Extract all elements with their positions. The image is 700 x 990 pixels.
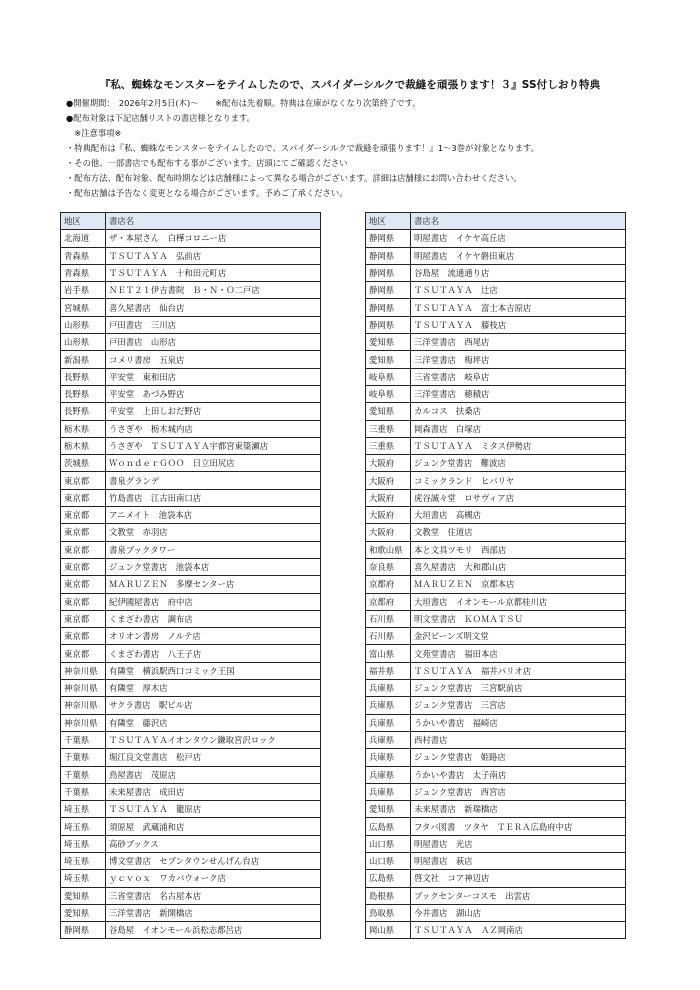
- region-cell: 静岡県: [61, 922, 106, 939]
- region-cell: 青森県: [61, 264, 106, 281]
- header-region: 地区: [61, 213, 106, 230]
- region-cell: 東京都: [61, 576, 106, 593]
- table-row: [61, 420, 321, 437]
- note-line: ・配布方法、配布対象、配布時期などは店舗様によって異なる場合がございます。詳細は店舗様にお問い合わせください。: [66, 173, 522, 183]
- table-row: [61, 437, 321, 454]
- region-cell: 和歌山県: [366, 541, 411, 558]
- store-cell: アニメイト 池袋本店: [106, 507, 321, 524]
- table-row: [366, 697, 626, 714]
- table-row: [61, 714, 321, 731]
- store-cell: 鳥屋書店 茂原店: [106, 766, 321, 783]
- store-cell: ＴＳＵＴＡＹＡ ＡＺ岡南店: [411, 922, 626, 939]
- region-cell: 埼玉県: [61, 835, 106, 852]
- region-cell: 大阪府: [366, 489, 411, 506]
- region-cell: 栃木県: [61, 437, 106, 454]
- store-cell: ＴＳＵＴＡＹＡ 福井パリオ店: [411, 662, 626, 679]
- region-cell: 千葉県: [61, 766, 106, 783]
- table-row: [366, 766, 626, 783]
- store-cell: 竹島書店 江古田南口店: [106, 489, 321, 506]
- header-store: 書店名: [411, 213, 626, 230]
- store-cell: 西村書店: [411, 731, 626, 748]
- table-row: [366, 385, 626, 402]
- table-row: [61, 264, 321, 281]
- store-cell: 戸田書店 山形店: [106, 334, 321, 351]
- store-cell: 岡森書店 白塚店: [411, 420, 626, 437]
- store-cell: 明文堂書店 ＫＯＭＡＴＳＵ: [411, 610, 626, 627]
- region-cell: 島根県: [366, 887, 411, 904]
- table-row: [366, 714, 626, 731]
- store-cell: うかいや書店 福崎店: [411, 714, 626, 731]
- region-cell: 大阪府: [366, 472, 411, 489]
- table-row: [61, 904, 321, 921]
- table-row: [366, 351, 626, 368]
- store-cell: 明屋書店 イケヤ高丘店: [411, 230, 626, 247]
- table-row: [61, 766, 321, 783]
- table-row: [61, 731, 321, 748]
- table-row: [61, 472, 321, 489]
- store-cell: 喜久屋書店 大和郡山店: [411, 558, 626, 575]
- table-row: [61, 697, 321, 714]
- store-cell: ＭＡＲＵＺＥＮ 多摩センター店: [106, 576, 321, 593]
- region-cell: 山口県: [366, 852, 411, 869]
- table-row: [61, 334, 321, 351]
- region-cell: 埼玉県: [61, 852, 106, 869]
- store-cell: 平安堂 上田しおだ野店: [106, 403, 321, 420]
- table-row: [61, 507, 321, 524]
- store-cell: ＴＳＵＴＡＹＡ 富士本吉原店: [411, 299, 626, 316]
- store-cell: ジュンク堂書店 池袋本店: [106, 558, 321, 575]
- region-cell: 宮城県: [61, 299, 106, 316]
- store-cell: 三洋堂書店 西尾店: [411, 334, 626, 351]
- table-row: [61, 385, 321, 402]
- region-cell: 長野県: [61, 368, 106, 385]
- table-row: [366, 922, 626, 939]
- region-cell: 長野県: [61, 385, 106, 402]
- store-cell: うさぎや ＴＳＵＴＡＹＡ宇都宮東簗瀬店: [106, 437, 321, 454]
- region-cell: 大阪府: [366, 507, 411, 524]
- region-cell: 兵庫県: [366, 680, 411, 697]
- store-cell: 明屋書店 光店: [411, 835, 626, 852]
- store-cell: ザ・本屋さん 白樺コロニー店: [106, 230, 321, 247]
- note-line: ・配布店舗は予告なく変更となる場合がございます。予めご了承ください。: [66, 188, 348, 198]
- table-row: [61, 403, 321, 420]
- store-cell: ＴＳＵＴＡＹＡ 辻店: [411, 282, 626, 299]
- region-cell: 北海道: [61, 230, 106, 247]
- table-row: [366, 489, 626, 506]
- store-cell: ＴＳＵＴＡＹＡ ミタス伊勢店: [411, 437, 626, 454]
- store-cell: ＴＳＵＴＡＹＡイオンタウン鎌取宮沢ロック: [106, 731, 321, 748]
- table-row: [366, 731, 626, 748]
- region-cell: 神奈川県: [61, 697, 106, 714]
- store-cell: 三省堂書店 岐阜店: [411, 368, 626, 385]
- store-cell: ｙｃｖｏｘ ワカバウォーク店: [106, 870, 321, 887]
- store-cell: 文苑堂書店 福田本店: [411, 645, 626, 662]
- region-cell: 三重県: [366, 420, 411, 437]
- region-cell: 三重県: [366, 437, 411, 454]
- table-row: [366, 455, 626, 472]
- table-row: [366, 801, 626, 818]
- region-cell: 東京都: [61, 524, 106, 541]
- store-cell: 有隣堂 横浜駅西口コミック王国: [106, 662, 321, 679]
- region-cell: 愛知県: [61, 904, 106, 921]
- store-cell: フタバ図書 ツタヤ ＴＥＲＡ広島府中店: [411, 818, 626, 835]
- store-cell: 平安堂 東和田店: [106, 368, 321, 385]
- table-row: [366, 403, 626, 420]
- store-cell: 堀江良文堂書店 松戸店: [106, 749, 321, 766]
- table-header-row: [61, 213, 321, 230]
- region-cell: 愛知県: [366, 801, 411, 818]
- region-cell: 埼玉県: [61, 801, 106, 818]
- store-table-right: [365, 212, 626, 939]
- store-cell: 須原屋 武蔵浦和店: [106, 818, 321, 835]
- table-row: [366, 420, 626, 437]
- table-row: [366, 680, 626, 697]
- store-cell: 書泉グランデ: [106, 472, 321, 489]
- store-cell: 三省堂書店 名古屋本店: [106, 887, 321, 904]
- table-row: [366, 610, 626, 627]
- store-cell: ジュンク堂書店 難波店: [411, 455, 626, 472]
- table-row: [61, 230, 321, 247]
- store-cell: 明屋書店 イケヤ磐田東店: [411, 247, 626, 264]
- region-cell: 石川県: [366, 610, 411, 627]
- store-cell: ＴＳＵＴＡＹＡ 十和田元町店: [106, 264, 321, 281]
- table-row: [366, 264, 626, 281]
- store-cell: 虎谷誠々堂 ロサヴィア店: [411, 489, 626, 506]
- region-cell: 東京都: [61, 593, 106, 610]
- store-cell: 未来屋書店 新瑞橋店: [411, 801, 626, 818]
- region-cell: 東京都: [61, 507, 106, 524]
- store-cell: ＴＳＵＴＡＹＡ 籠原店: [106, 801, 321, 818]
- table-row: [366, 558, 626, 575]
- region-cell: 東京都: [61, 645, 106, 662]
- region-cell: 愛知県: [61, 887, 106, 904]
- store-cell: 高砂ブックス: [106, 835, 321, 852]
- table-row: [61, 818, 321, 835]
- table-row: [366, 437, 626, 454]
- region-cell: 東京都: [61, 541, 106, 558]
- region-cell: 山口県: [366, 835, 411, 852]
- store-cell: ブックセンターコスモ 出雲店: [411, 887, 626, 904]
- store-cell: 啓文社 コア神辺店: [411, 870, 626, 887]
- region-cell: 山形県: [61, 316, 106, 333]
- region-cell: 富山県: [366, 645, 411, 662]
- store-cell: 大垣書店 イオンモール京都桂川店: [411, 593, 626, 610]
- notes-block: [66, 96, 539, 201]
- region-cell: 岐阜県: [366, 385, 411, 402]
- table-row: [366, 749, 626, 766]
- region-cell: 兵庫県: [366, 697, 411, 714]
- region-cell: 石川県: [366, 628, 411, 645]
- region-cell: 千葉県: [61, 783, 106, 800]
- table-row: [61, 749, 321, 766]
- region-cell: 静岡県: [366, 316, 411, 333]
- store-cell: ＮＥＴ２１伊吉書院 Ｂ・Ｎ・Ｏ二戸店: [106, 282, 321, 299]
- region-cell: 愛知県: [366, 334, 411, 351]
- store-cell: うさぎや 栃木城内店: [106, 420, 321, 437]
- region-cell: 岐阜県: [366, 368, 411, 385]
- table-row: [366, 299, 626, 316]
- region-cell: 神奈川県: [61, 680, 106, 697]
- table-row: [366, 576, 626, 593]
- table-row: [61, 835, 321, 852]
- table-row: [366, 472, 626, 489]
- table-row: [366, 904, 626, 921]
- region-cell: 静岡県: [366, 264, 411, 281]
- table-row: [61, 680, 321, 697]
- store-cell: 大垣書店 高槻店: [411, 507, 626, 524]
- region-cell: 神奈川県: [61, 662, 106, 679]
- table-row: [61, 524, 321, 541]
- region-cell: 新潟県: [61, 351, 106, 368]
- note-period: ●開催期間： 2026年2月5日(木)～ ※配布は先着順。特典は在庫がなくなり次第終了です。: [66, 98, 421, 108]
- region-cell: 兵庫県: [366, 766, 411, 783]
- table-row: [61, 368, 321, 385]
- region-cell: 兵庫県: [366, 749, 411, 766]
- store-cell: くまざわ書店 調布店: [106, 610, 321, 627]
- region-cell: 東京都: [61, 628, 106, 645]
- store-cell: 谷島屋 イオンモール浜松志都呂店: [106, 922, 321, 939]
- table-row: [366, 334, 626, 351]
- table-row: [366, 593, 626, 610]
- table-row: [61, 247, 321, 264]
- region-cell: 大阪府: [366, 455, 411, 472]
- table-row: [61, 922, 321, 939]
- region-cell: 静岡県: [366, 247, 411, 264]
- region-cell: 大阪府: [366, 524, 411, 541]
- table-row: [61, 783, 321, 800]
- store-cell: 有隣堂 厚木店: [106, 680, 321, 697]
- store-cell: うかいや書店 太子南店: [411, 766, 626, 783]
- region-cell: 埼玉県: [61, 818, 106, 835]
- table-row: [61, 299, 321, 316]
- table-row: [366, 282, 626, 299]
- table-row: [61, 558, 321, 575]
- table-header-row: [366, 213, 626, 230]
- table-row: [366, 783, 626, 800]
- store-cell: コメリ書房 五泉店: [106, 351, 321, 368]
- region-cell: 岡山県: [366, 922, 411, 939]
- region-cell: 福井県: [366, 662, 411, 679]
- store-cell: 谷島屋 流通通り店: [411, 264, 626, 281]
- region-cell: 東京都: [61, 558, 106, 575]
- store-cell: サクラ書店 駅ビル店: [106, 697, 321, 714]
- region-cell: 愛知県: [366, 403, 411, 420]
- region-cell: 愛知県: [366, 351, 411, 368]
- table-row: [61, 455, 321, 472]
- store-cell: 有隣堂 藤沢店: [106, 714, 321, 731]
- store-cell: オリオン書房 ノルテ店: [106, 628, 321, 645]
- table-row: [61, 316, 321, 333]
- table-row: [366, 870, 626, 887]
- note-line: ・特典配布は『私、蜘蛛なモンスターをテイムしたので、スパイダーシルクで裁縫を頑張ります！』1～3巻が対象となります。: [66, 143, 539, 153]
- table-row: [366, 887, 626, 904]
- table-row: [61, 351, 321, 368]
- region-cell: 兵庫県: [366, 714, 411, 731]
- store-cell: ＴＳＵＴＡＹＡ 弘前店: [106, 247, 321, 264]
- store-cell: 金沢ビーンズ明文堂: [411, 628, 626, 645]
- store-cell: くまざわ書店 八王子店: [106, 645, 321, 662]
- region-cell: 広島県: [366, 818, 411, 835]
- region-cell: 兵庫県: [366, 731, 411, 748]
- store-cell: 喜久屋書店 仙台店: [106, 299, 321, 316]
- table-row: [61, 887, 321, 904]
- region-cell: 東京都: [61, 489, 106, 506]
- store-cell: 紀伊國屋書店 府中店: [106, 593, 321, 610]
- table-row: [366, 368, 626, 385]
- table-row: [366, 818, 626, 835]
- region-cell: 鳥取県: [366, 904, 411, 921]
- store-cell: ジュンク堂書店 姫路店: [411, 749, 626, 766]
- store-cell: ＴＳＵＴＡＹＡ 藤枝店: [411, 316, 626, 333]
- region-cell: 茨城県: [61, 455, 106, 472]
- table-row: [366, 835, 626, 852]
- table-row: [366, 645, 626, 662]
- store-cell: ジュンク堂書店 三宮店: [411, 697, 626, 714]
- table-row: [366, 316, 626, 333]
- table-row: [366, 524, 626, 541]
- note-target: ●配布対象は下記店舗リストの書店様となります。: [66, 113, 255, 123]
- table-row: [366, 541, 626, 558]
- region-cell: 静岡県: [366, 282, 411, 299]
- region-cell: 千葉県: [61, 749, 106, 766]
- store-cell: 三洋堂書店 新開橋店: [106, 904, 321, 921]
- region-cell: 埼玉県: [61, 870, 106, 887]
- table-row: [366, 852, 626, 869]
- header-region: 地区: [366, 213, 411, 230]
- header-store: 書店名: [106, 213, 321, 230]
- region-cell: 栃木県: [61, 420, 106, 437]
- table-row: [366, 507, 626, 524]
- region-cell: 岩手県: [61, 282, 106, 299]
- region-cell: 静岡県: [366, 230, 411, 247]
- region-cell: 山形県: [61, 334, 106, 351]
- table-row: [366, 247, 626, 264]
- table-row: [61, 870, 321, 887]
- store-cell: 書泉ブックタワー: [106, 541, 321, 558]
- store-cell: 戸田書店 三川店: [106, 316, 321, 333]
- table-row: [61, 628, 321, 645]
- region-cell: 東京都: [61, 610, 106, 627]
- store-cell: 未来屋書店 成田店: [106, 783, 321, 800]
- table-row: [61, 801, 321, 818]
- table-row: [61, 282, 321, 299]
- store-cell: 三洋堂書店 梅坪店: [411, 351, 626, 368]
- region-cell: 神奈川県: [61, 714, 106, 731]
- table-row: [61, 489, 321, 506]
- region-cell: 広島県: [366, 870, 411, 887]
- table-row: [366, 628, 626, 645]
- store-cell: ＭＡＲＵＺＥＮ 京都本店: [411, 576, 626, 593]
- region-cell: 兵庫県: [366, 783, 411, 800]
- note-line: ・その他、一部書店でも配布する事がございます。店頭にてご確認ください: [66, 158, 348, 168]
- store-cell: 明屋書店 萩店: [411, 852, 626, 869]
- store-cell: ジュンク堂書店 三宮駅前店: [411, 680, 626, 697]
- region-cell: 青森県: [61, 247, 106, 264]
- page-title: 『私、蜘蛛なモンスターをテイムしたので、スパイダーシルクで裁縫を頑張ります！３』SS付しおり特典: [99, 79, 601, 91]
- region-cell: 長野県: [61, 403, 106, 420]
- table-row: [61, 576, 321, 593]
- region-cell: 千葉県: [61, 731, 106, 748]
- region-cell: 静岡県: [366, 299, 411, 316]
- region-cell: 奈良県: [366, 558, 411, 575]
- store-cell: ＷｏｎｄｅｒＧＯＯ 日立田尻店: [106, 455, 321, 472]
- store-cell: 文教堂 赤羽店: [106, 524, 321, 541]
- region-cell: 京都府: [366, 593, 411, 610]
- store-cell: カルコス 扶桑店: [411, 403, 626, 420]
- table-row: [366, 230, 626, 247]
- region-cell: 東京都: [61, 472, 106, 489]
- region-cell: 京都府: [366, 576, 411, 593]
- table-row: [61, 541, 321, 558]
- store-table-left: [60, 212, 321, 939]
- store-cell: 平安堂 あづみ野店: [106, 385, 321, 402]
- store-cell: 文教堂 住道店: [411, 524, 626, 541]
- table-row: [61, 852, 321, 869]
- store-cell: ジュンク堂書店 西宮店: [411, 783, 626, 800]
- store-cell: コミックランド ヒバリヤ: [411, 472, 626, 489]
- store-cell: 本と文具ツモリ 西部店: [411, 541, 626, 558]
- store-cell: 今井書店 湖山店: [411, 904, 626, 921]
- table-row: [61, 662, 321, 679]
- table-row: [366, 662, 626, 679]
- table-row: [61, 645, 321, 662]
- note-caution-heading: ※注意事項※: [66, 128, 122, 138]
- table-row: [61, 593, 321, 610]
- table-row: [61, 610, 321, 627]
- store-cell: 三洋堂書店 穂積店: [411, 385, 626, 402]
- store-cell: 博文堂書店 セブンタウンせんげん台店: [106, 852, 321, 869]
